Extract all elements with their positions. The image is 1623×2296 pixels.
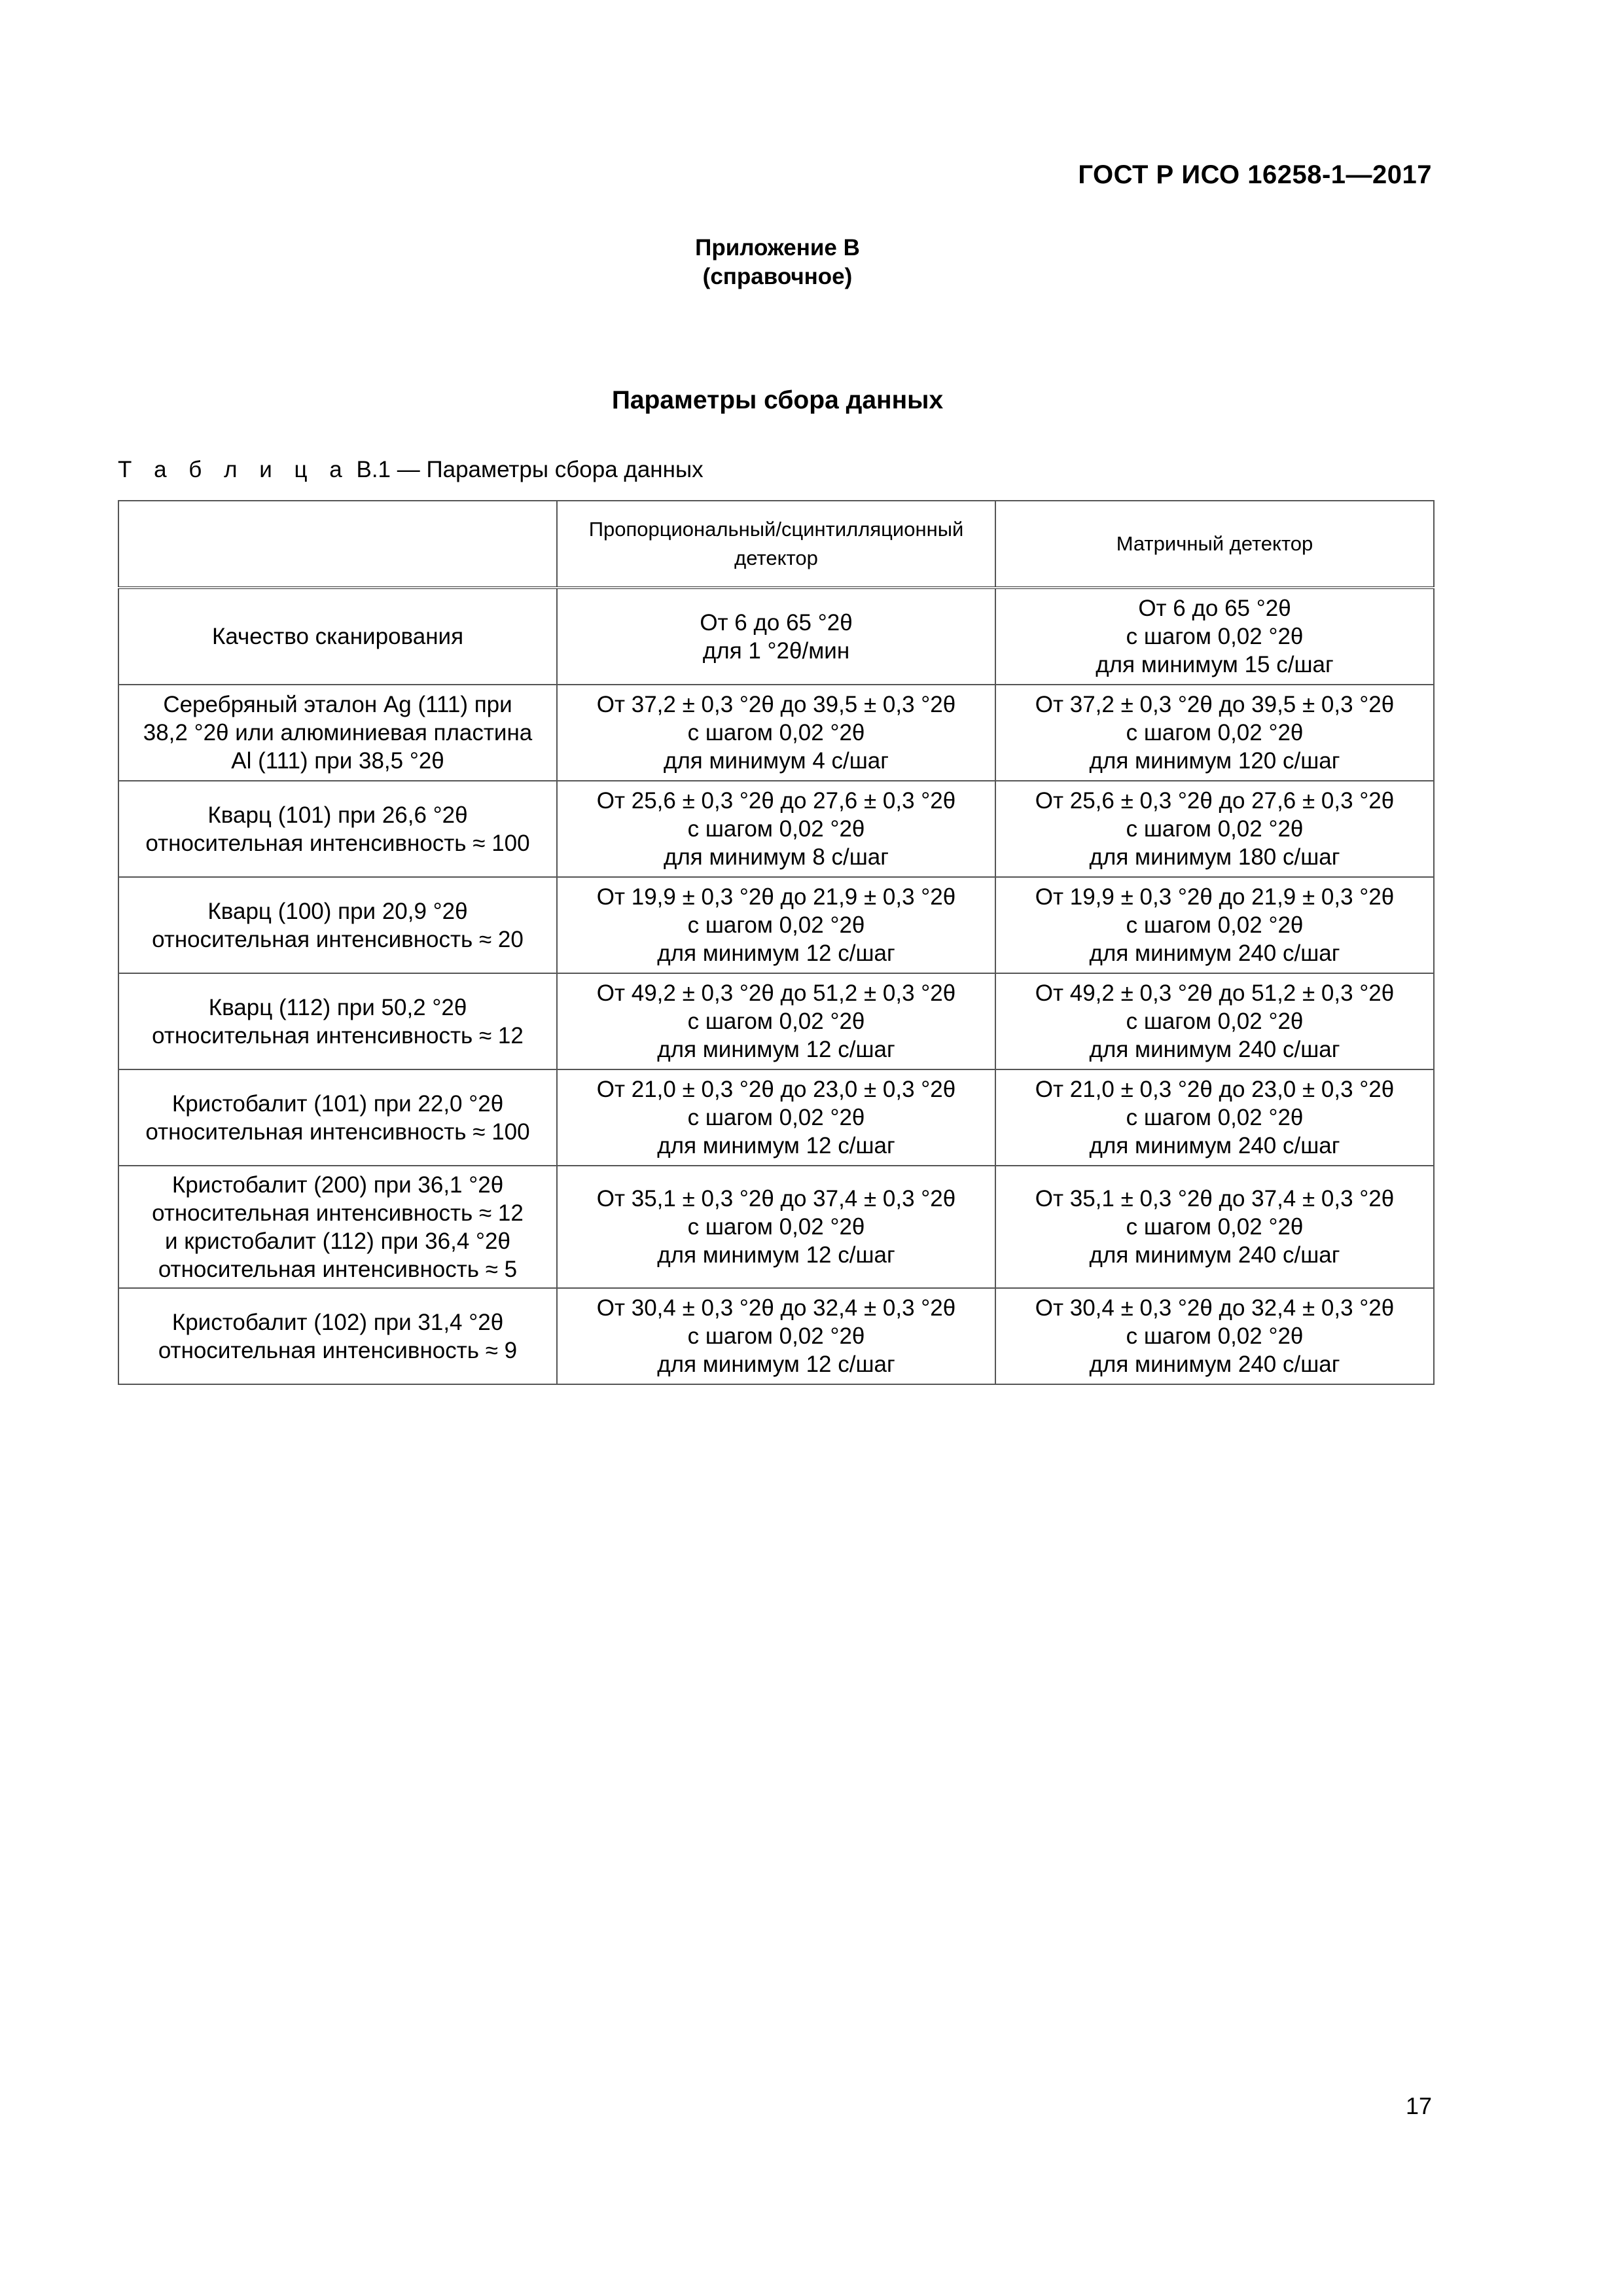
parameter-cell [118,1288,557,1384]
cell-line: От 30,4 ± 0,3 °2θ до 32,4 ± 0,3 °2θ [1035,1295,1395,1321]
cell-line: Матричный детектор [1116,532,1313,555]
cell-line: Пропорциональный/сцинтилляционный [588,518,964,541]
cell-line: с шагом 0,02 °2θ [1126,1105,1304,1130]
cell-line: относительная интенсивность ≈ 100 [145,1119,530,1145]
matrix-value-cell [995,588,1434,685]
matrix-value-cell [995,973,1434,1069]
table-caption-text: В.1 — Параметры сбора данных [356,457,704,482]
annex-title: Приложение В [695,235,860,260]
table-row [118,877,1434,973]
parameter-cell [118,588,557,685]
cell-line: с шагом 0,02 °2θ [1126,624,1304,649]
matrix-value-cell [995,685,1434,781]
cell-line: и кристобалит (112) при 36,4 °2θ [165,1228,510,1254]
cell-line: с шагом 0,02 °2θ [1126,1214,1304,1240]
cell-line: От 19,9 ± 0,3 °2θ до 21,9 ± 0,3 °2θ [1035,884,1395,910]
cell-line: с шагом 0,02 °2θ [687,1105,865,1130]
proportional-value-cell [557,1166,995,1288]
parameter-cell [118,877,557,973]
cell-line: относительная интенсивность ≈ 9 [158,1337,518,1363]
cell-line: для минимум 240 с/шаг [1089,1242,1340,1268]
cell-line: для минимум 240 с/шаг [1089,1133,1340,1158]
cell-line: относительная интенсивность ≈ 100 [145,830,530,856]
parameter-cell [118,781,557,877]
cell-line: для минимум 8 с/шаг [663,844,889,870]
table-row [118,588,1434,685]
matrix-value-cell [995,1288,1434,1384]
table-row [118,1069,1434,1166]
parameter-cell [118,1166,557,1288]
annex-heading [0,234,1555,291]
cell-line: Серебряный эталон Ag (111) при [163,692,512,717]
cell-line: Кварц (112) при 50,2 °2θ [208,994,467,1020]
cell-line: От 49,2 ± 0,3 °2θ до 51,2 ± 0,3 °2θ [1035,980,1395,1006]
cell-line: для минимум 12 с/шаг [657,1037,895,1062]
cell-line: с шагом 0,02 °2θ [1126,1009,1304,1034]
cell-line: для минимум 12 с/шаг [657,1242,895,1268]
cell-line: От 30,4 ± 0,3 °2θ до 32,4 ± 0,3 °2θ [596,1295,956,1321]
document-code: ГОСТ Р ИСО 16258-1—2017 [1078,160,1432,189]
proportional-value-cell [557,973,995,1069]
cell-line: для минимум 4 с/шаг [663,748,889,774]
cell-line: От 35,1 ± 0,3 °2θ до 37,4 ± 0,3 °2θ [1035,1186,1395,1211]
table-row [118,1166,1434,1288]
table-row [118,781,1434,877]
cell-line: относительная интенсивность ≈ 12 [152,1022,524,1049]
proportional-value-cell [557,685,995,781]
cell-line: От 19,9 ± 0,3 °2θ до 21,9 ± 0,3 °2θ [596,884,956,910]
proportional-value-cell [557,588,995,685]
cell-line: От 21,0 ± 0,3 °2θ до 23,0 ± 0,3 °2θ [596,1077,956,1102]
cell-line: для минимум 120 с/шаг [1089,748,1340,774]
cell-line: для минимум 240 с/шаг [1089,1037,1340,1062]
cell-line: Кварц (101) при 26,6 °2θ [207,802,468,828]
cell-line: 38,2 °2θ или алюминиевая пластина [143,720,533,745]
cell-line: для минимум 240 с/шаг [1089,1352,1340,1377]
page-number: 17 [1405,2092,1432,2119]
cell-line: для минимум 240 с/шаг [1089,941,1340,966]
proportional-value-cell [557,1069,995,1166]
cell-line: Кристобалит (102) при 31,4 °2θ [171,1309,504,1335]
cell-line: с шагом 0,02 °2θ [1126,816,1304,842]
cell-line: Кристобалит (200) при 36,1 °2θ [171,1172,504,1198]
cell-line: От 21,0 ± 0,3 °2θ до 23,0 ± 0,3 °2θ [1035,1077,1395,1102]
cell-line: От 37,2 ± 0,3 °2θ до 39,5 ± 0,3 °2θ [1035,692,1395,717]
cell-line: От 35,1 ± 0,3 °2θ до 37,4 ± 0,3 °2θ [596,1186,956,1211]
table-row [118,1288,1434,1384]
cell-line: с шагом 0,02 °2θ [687,720,865,745]
annex-note: (справочное) [702,264,853,289]
header-cell-parameter [118,501,557,588]
table-body [118,588,1434,1384]
cell-line: для минимум 15 с/шаг [1096,652,1334,677]
cell-line: с шагом 0,02 °2θ [687,816,865,842]
cell-line: относительная интенсивность ≈ 20 [152,926,524,952]
proportional-value-cell [557,1288,995,1384]
section-title: Параметры сбора данных [611,386,944,414]
cell-line: с шагом 0,02 °2θ [687,1009,865,1034]
cell-line: с шагом 0,02 °2θ [1126,720,1304,745]
cell-line: для минимум 12 с/шаг [657,1133,895,1158]
cell-line: для минимум 12 с/шаг [657,941,895,966]
cell-line: От 6 до 65 °2θ [700,609,853,636]
cell-line: с шагом 0,02 °2θ [687,1323,865,1349]
table-row [118,685,1434,781]
cell-line: Качество сканирования [211,624,464,649]
cell-line: с шагом 0,02 °2θ [1126,1323,1304,1349]
cell-line: От 25,6 ± 0,3 °2θ до 27,6 ± 0,3 °2θ [1035,788,1395,814]
parameters-table [118,500,1435,1385]
header-cell-proportional-detector [557,501,995,588]
matrix-value-cell [995,1166,1434,1288]
cell-line: для 1 °2θ/мин [702,637,850,664]
header-cell-matrix-detector [995,501,1434,588]
matrix-value-cell [995,877,1434,973]
cell-line: для минимум 180 с/шаг [1089,844,1340,870]
proportional-value-cell [557,877,995,973]
cell-line: От 37,2 ± 0,3 °2θ до 39,5 ± 0,3 °2θ [596,692,956,717]
cell-line: Кварц (100) при 20,9 °2θ [207,898,468,924]
table-header [118,501,1434,588]
matrix-value-cell [995,1069,1434,1166]
parameter-cell [118,973,557,1069]
proportional-value-cell [557,781,995,877]
cell-line: детектор [734,547,818,569]
table-caption-prefix: Т а б л и ц а [118,457,350,482]
cell-line: Кристобалит (101) при 22,0 °2θ [171,1090,504,1117]
cell-line: Al (111) при 38,5 °2θ [231,748,444,774]
parameter-cell [118,1069,557,1166]
table-row [118,973,1434,1069]
header-row [118,501,1434,588]
cell-line: От 25,6 ± 0,3 °2θ до 27,6 ± 0,3 °2θ [596,788,956,814]
cell-line: относительная интенсивность ≈ 12 [152,1200,524,1226]
cell-line: с шагом 0,02 °2θ [687,912,865,938]
cell-line: От 6 до 65 °2θ [1138,596,1291,621]
parameter-cell [118,685,557,781]
cell-line: относительная интенсивность ≈ 5 [158,1256,518,1282]
cell-line: От 49,2 ± 0,3 °2θ до 51,2 ± 0,3 °2θ [596,980,956,1006]
table-caption [118,457,704,483]
cell-line: с шагом 0,02 °2θ [1126,912,1304,938]
cell-line: с шагом 0,02 °2θ [687,1214,865,1240]
matrix-value-cell [995,781,1434,877]
cell-line: для минимум 12 с/шаг [657,1352,895,1377]
